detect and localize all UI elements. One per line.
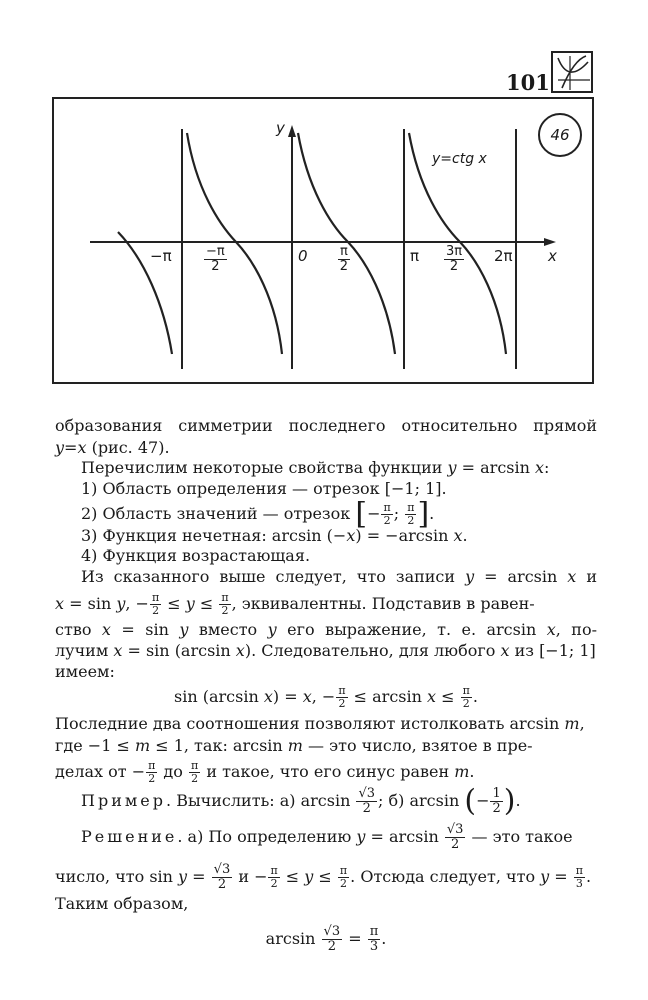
y-axis-arrow: [288, 125, 296, 137]
text-line-14: где −1 ≤ m ≤ 1, так: arcsin m — это число, взятое в пре-: [55, 736, 533, 755]
property-odd: 3) Функция нечетная: arcsin (−x) = −arcsin x.: [81, 526, 468, 545]
text-line-2: y=x (рис. 47).: [55, 438, 170, 457]
solution-line-3: Таким образом,: [55, 894, 189, 913]
tick-neg-pi: −π: [150, 247, 172, 265]
text-line-10: ство x = sin y вместо y его выражение, т. е. arcsin x, по-: [55, 620, 598, 639]
tick-neg-pi-half: $\frac{-\pi}{2}$: [206, 244, 225, 274]
text-line-9: x = sin y, − $\frac{\pi}{2}$ ≤ y ≤ $\frac{\pi}{2}$ , эквивалентны. Подставив в равен-: [55, 591, 535, 617]
page-number: 101: [506, 70, 550, 95]
property-increasing: 4) Функция возрастающая.: [81, 546, 311, 565]
cotangent-plot: [54, 99, 592, 382]
example-line: Пример. Вычислить: а) arcsin $\frac{√3}{2}$ ; б) arcsin (− $\frac{1}{2}$ ).: [81, 783, 521, 819]
property-domain: 1) Область определения — отрезок [−1; 1].: [81, 479, 447, 498]
text-line-15: делах от − $\frac{\pi}{2}$ до $\frac{\pi}{2}$ и такое, что его синус равен m.: [55, 759, 475, 785]
text-line-13: Последние два соотношения позволяют истолковать arcsin m,: [55, 714, 585, 733]
property-range: 2) Область значений — отрезок [− $\frac{\pi}{2}$ ; $\frac{\pi}{2}$ ].: [81, 496, 435, 532]
formula-1: sin (arcsin x) = x, − $\frac{\pi}{2}$ ≤ arcsin x ≤ $\frac{\pi}{2}$ .: [174, 684, 478, 710]
graph-emblem-icon: [550, 50, 594, 94]
tick-pi-half: $\frac{\pi}{2}$: [339, 244, 349, 274]
tick-two-pi: 2π: [494, 247, 513, 265]
cotangent-figure: [52, 97, 594, 384]
solution-line-1: Решение. а) По определению y = arcsin $\frac{√3}{2}$ — это такое: [81, 822, 573, 852]
text-line-8: Из сказанного выше следует, что записи y = arcsin x и: [81, 567, 597, 586]
cot-branch-2: [187, 133, 282, 354]
solution-line-2: число, что sin y = $\frac{√3}{2}$ и − $\frac{\pi}{2}$ ≤ y ≤ $\frac{\pi}{2}$ . Отсюда следует, что y = $\frac{\pi}{3}$ .: [55, 862, 592, 892]
figure-caption: y=ctg x: [432, 151, 487, 167]
tick-origin: 0: [298, 247, 308, 265]
y-axis-label: y: [276, 119, 285, 137]
text-line-3: Перечислим некоторые свойства функции y = arcsin x:: [81, 458, 550, 477]
formula-2: arcsin $\frac{√3}{2}$ = $\frac{\pi}{3}$ .: [265, 924, 387, 954]
tick-three-pi-half: $\frac{3\pi}{2}$: [446, 244, 463, 274]
tick-pi: π: [410, 247, 420, 265]
x-axis-arrow: [544, 238, 556, 246]
x-axis-label: x: [548, 247, 557, 265]
figure-number-badge: 46: [538, 113, 582, 157]
text-line-1: образования симметрии последнего относительно прямой: [55, 416, 597, 435]
text-line-12: имеем:: [55, 662, 115, 681]
text-line-11: лучим x = sin (arcsin x). Следовательно, для любого x из [−1; 1]: [55, 641, 596, 660]
